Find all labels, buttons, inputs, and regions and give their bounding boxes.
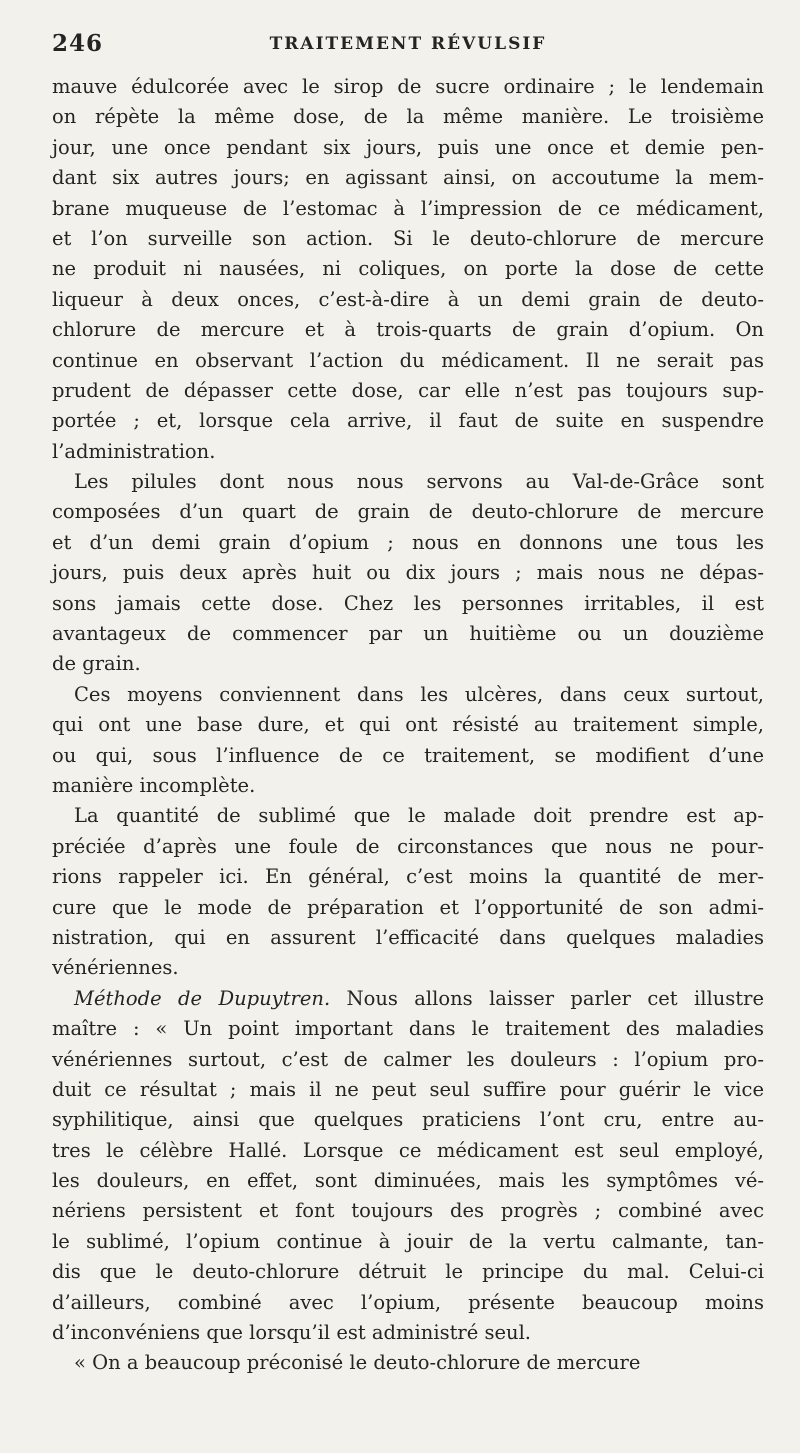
text-line [52,224,764,254]
body-text [52,72,764,1379]
text-line [52,1075,764,1105]
line-text: chlorure de mercure et à trois-quarts de grain d’opium. On [52,318,764,342]
line-text: qui ont une base dure, et qui ont résisté au traitement simple, [52,713,764,737]
page-header [52,30,764,60]
text-line [52,1348,764,1378]
text-line [52,72,764,102]
line-text: et l’on surveille son action. Si le deuto-chlorure de mercure [52,226,764,250]
line-text: syphilitique, ainsi que quelques praticiens l’ont cru, entre au- [52,1108,764,1132]
text-line [52,437,764,467]
text-line [52,862,764,892]
line-text: et d’un demi grain d’opium ; nous en donnons une tous les [52,530,764,554]
line-text: continue en observant l’action du médicament. Il ne serait pas [52,348,764,372]
text-line [52,133,764,163]
line-text: composées d’un quart de grain de deuto-chlorure de mercure [52,500,764,524]
line-text: vénériennes. [52,956,179,980]
line-text: tres le célèbre Hallé. Lorsque ce médicament est seul employé, [52,1138,764,1162]
line-text: nériens persistent et font toujours des progrès ; combiné avec [52,1199,764,1223]
text-line [52,893,764,923]
line-text: Nous allons laisser parler cet illustre [330,986,764,1010]
text-line [52,254,764,284]
line-text: dis que le deuto-chlorure détruit le principe du mal. Celui-ci [52,1260,764,1284]
line-text: l’administration. [52,439,216,463]
text-line [52,649,764,679]
line-text: ne produit ni nausées, ni coliques, on porte la dose de cette [52,257,764,281]
text-line [52,801,764,831]
text-line [52,1045,764,1075]
text-line [52,1288,764,1318]
text-line [52,589,764,619]
line-text: maître : « Un point important dans le traitement des maladies [52,1017,764,1041]
line-text: vénériennes surtout, c’est de calmer les douleurs : l’opium pro- [52,1047,764,1071]
text-line [52,467,764,497]
text-line [52,163,764,193]
line-text: les douleurs, en effet, sont diminuées, mais les symptômes vé- [52,1169,764,1193]
line-text: d’inconvéniens que lorsqu’il est administré seul. [52,1321,532,1345]
text-line [52,1227,764,1257]
line-text: rions rappeler ici. En général, c’est moins la quantité de mer- [52,865,764,889]
text-line [52,376,764,406]
line-text: préciée d’après une foule de circonstances que nous ne pour- [52,834,764,858]
text-line [52,102,764,132]
line-text: ou qui, sous l’influence de ce traitement, se modifient d’une [52,743,764,767]
text-line [52,680,764,710]
line-text: liqueur à deux onces, c’est-à-dire à un demi grain de deuto- [52,287,764,311]
line-text: jours, puis deux après huit ou dix jours ; mais nous ne dépas- [52,561,764,585]
line-text: manière incomplète. [52,773,256,797]
page-number: 246 [52,30,104,57]
text-line [52,832,764,862]
text-line [52,406,764,436]
text-line [52,619,764,649]
line-text: de grain. [52,652,141,676]
text-line [52,953,764,983]
line-text: le sublimé, l’opium continue à jouir de la vertu calmante, tan- [52,1229,764,1253]
line-text: nistration, qui en assurent l’efficacité dans quelques maladies [52,925,764,949]
line-text: avantageux de commencer par un huitième ou un douzième [52,622,764,646]
line-text: Ces moyens conviennent dans les ulcères, dans ceux surtout, [74,682,764,706]
text-line [52,315,764,345]
line-text: cure que le mode de préparation et l’opportunité de son admi- [52,895,764,919]
text-line [52,558,764,588]
line-text: prudent de dépasser cette dose, car elle n’est pas toujours sup- [52,378,764,402]
text-line [52,346,764,376]
text-line [52,497,764,527]
line-text: La quantité de sublimé que le malade doit prendre est ap- [74,804,764,828]
text-line [52,1105,764,1135]
text-line [52,528,764,558]
text-line [52,1196,764,1226]
section-title: Méthode de Dupuytren. [74,986,331,1010]
text-line [52,1136,764,1166]
text-line [52,285,764,315]
line-text: brane muqueuse de l’estomac à l’impression de ce médicament, [52,196,764,220]
text-line [52,923,764,953]
running-head: TRAITEMENT RÉVULSIF [269,34,547,54]
text-line [52,1257,764,1287]
text-line [52,771,764,801]
text-line [52,741,764,771]
text-line [52,1318,764,1348]
line-text: d’ailleurs, combiné avec l’opium, présente beaucoup moins [52,1290,764,1314]
line-text: sons jamais cette dose. Chez les personnes irritables, il est [52,591,764,615]
text-line [52,984,764,1014]
line-text: on répète la même dose, de la même manière. Le troisième [52,105,764,129]
line-text: dant six autres jours; en agissant ainsi, on accoutume la mem- [52,166,764,190]
text-line [52,194,764,224]
line-text: portée ; et, lorsque cela arrive, il faut de suite en suspendre [52,409,764,433]
line-text: « On a beaucoup préconisé le deuto-chlorure de mercure [74,1351,641,1375]
text-line [52,1014,764,1044]
text-line [52,710,764,740]
line-text: jour, une once pendant six jours, puis une once et demie pen- [52,135,764,159]
text-line [52,1166,764,1196]
line-text: mauve édulcorée avec le sirop de sucre ordinaire ; le lendemain [52,75,764,98]
line-text: duit ce résultat ; mais il ne peut seul suffire pour guérir le vice [52,1077,764,1101]
line-text: Les pilules dont nous nous servons au Val-de-Grâce sont [74,470,764,494]
